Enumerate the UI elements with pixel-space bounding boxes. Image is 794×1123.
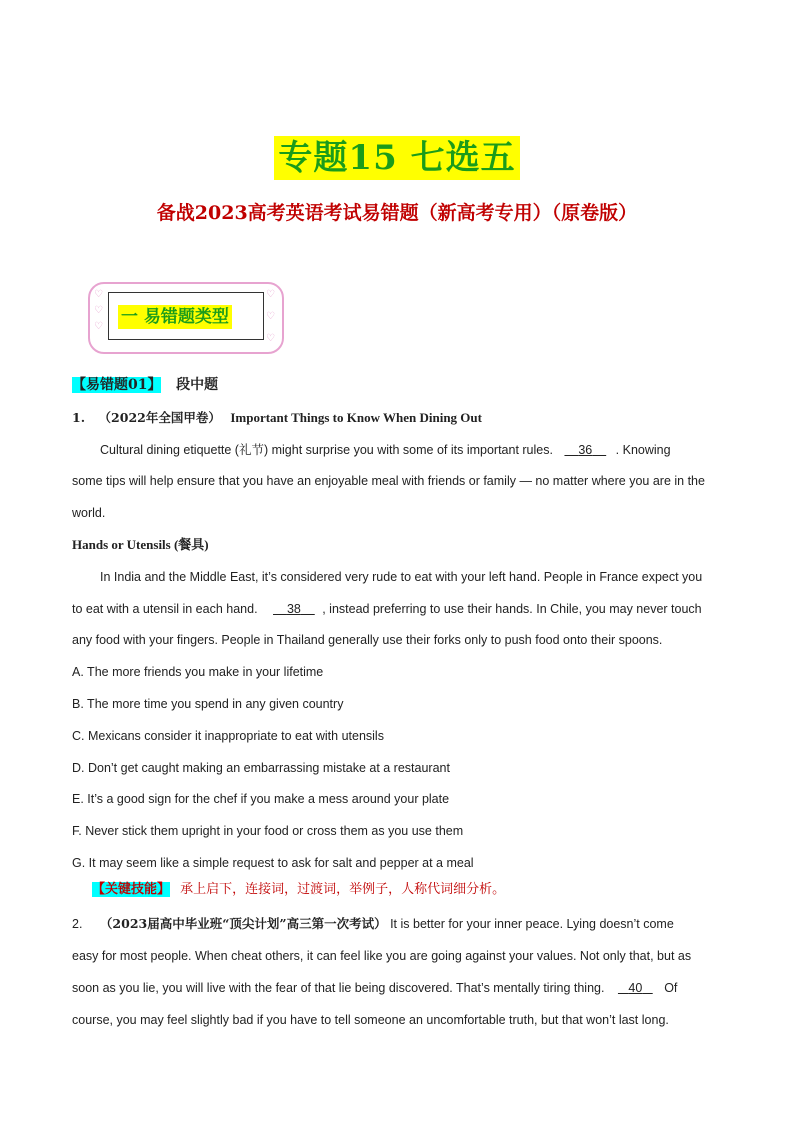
q1-p2-text: , instead preferring to use their hands. In Chile, you may never touch	[322, 602, 702, 616]
q2-source: （2023届高中毕业班“顶尖计划”高三第一次考试）	[99, 916, 387, 931]
blank-40	[616, 981, 655, 995]
title-block	[0, 136, 794, 180]
heart-icon: ♡	[94, 289, 103, 300]
page-title: 专题15 七选五	[274, 136, 519, 180]
heart-icon: ♡	[266, 311, 275, 322]
heart-icon: ♡	[94, 305, 103, 316]
q2-line4: course, you may feel slightly bad if you have to tell someone an uncomfortable truth, but that won’t last long.	[72, 1013, 669, 1027]
option-e: E. It’s a good sign for the chef if you make a mess around your plate	[72, 792, 450, 806]
option-d: D. Don’t get caught making an embarrassing mistake at a restaurant	[72, 761, 450, 775]
q1-number: 1.	[72, 410, 86, 425]
error-type-text: 段中题	[176, 377, 219, 393]
page-subtitle: 备战2023高考英语考试易错题（新高考专用）（原卷版）	[156, 202, 638, 224]
section-type-label: 一 易错题类型	[118, 305, 232, 329]
key-skill	[92, 880, 505, 900]
q1-p2-line2	[72, 600, 722, 618]
q2-line3	[72, 979, 722, 997]
blank-number: 36	[578, 443, 593, 457]
blank-number: 38	[286, 602, 301, 616]
q2-text: soon as you lie, you will live with the fear of that lie being discovered. That’s mentally tiring thing.	[72, 981, 605, 995]
option-c: C. Mexicans consider it inappropriate to eat with utensils	[72, 729, 384, 743]
q1-p2-line1: In India and the Middle East, it’s considered very rude to eat with your left hand. People in France expect you	[100, 570, 703, 584]
option-g: G. It may seem like a simple request to ask for salt and pepper at a meal	[72, 856, 474, 870]
q2-line1	[72, 915, 722, 933]
error-type-heading	[72, 375, 218, 395]
option-f: F. Never stick them upright in your food or cross them as you use them	[72, 824, 464, 838]
q1-heading-text: Hands or Utensils (餐具)	[72, 537, 209, 552]
heart-icon: ♡	[266, 333, 275, 344]
q1-p1-line3: world.	[72, 506, 106, 520]
option-b: B. The more time you spend in any given country	[72, 697, 344, 711]
q1-p1-text: . Knowing	[615, 443, 671, 457]
q1-p1-line2: some tips will help ensure that you have an enjoyable meal with friends or family — no matter where you are in the	[72, 474, 705, 488]
q2-text: It is better for your inner peace. Lying doesn’t come	[390, 917, 674, 931]
blank-38	[271, 602, 317, 616]
heart-icon: ♡	[94, 321, 103, 332]
blank-36	[562, 443, 608, 457]
q1-heading	[72, 536, 722, 554]
key-skill-tag: 【关键技能】	[92, 882, 171, 897]
key-skill-text: 承上启下，连接词，过渡词，举例子，人称代词细分析。	[180, 882, 506, 897]
q1-p2-text: to eat with a utensil in each hand.	[72, 602, 258, 616]
q2-text: Of	[664, 981, 678, 995]
q1-p2-line3: any food with your fingers. People in Thailand generally use their forks only to push food onto their spoons.	[72, 633, 663, 647]
q1-p1-line1	[100, 441, 722, 459]
option-a: A. The more friends you make in your lifetime	[72, 665, 324, 679]
q2-line2: easy for most people. When cheat others, it can feel like you are going against your values. Not only that, but as	[72, 949, 692, 963]
q1-title: Important Things to Know When Dining Out	[230, 410, 482, 425]
blank-number: 40	[628, 981, 643, 995]
heart-icon: ♡	[266, 289, 275, 300]
error-type-tag: 【易错题01】	[72, 377, 162, 393]
q1-source: （2022年全国甲卷）	[98, 410, 221, 425]
q1-p1-text: Cultural dining etiquette (礼节) might surprise you with some of its important rules.	[100, 443, 553, 457]
q1-header	[72, 409, 722, 427]
q2-number: 2.	[72, 917, 83, 931]
